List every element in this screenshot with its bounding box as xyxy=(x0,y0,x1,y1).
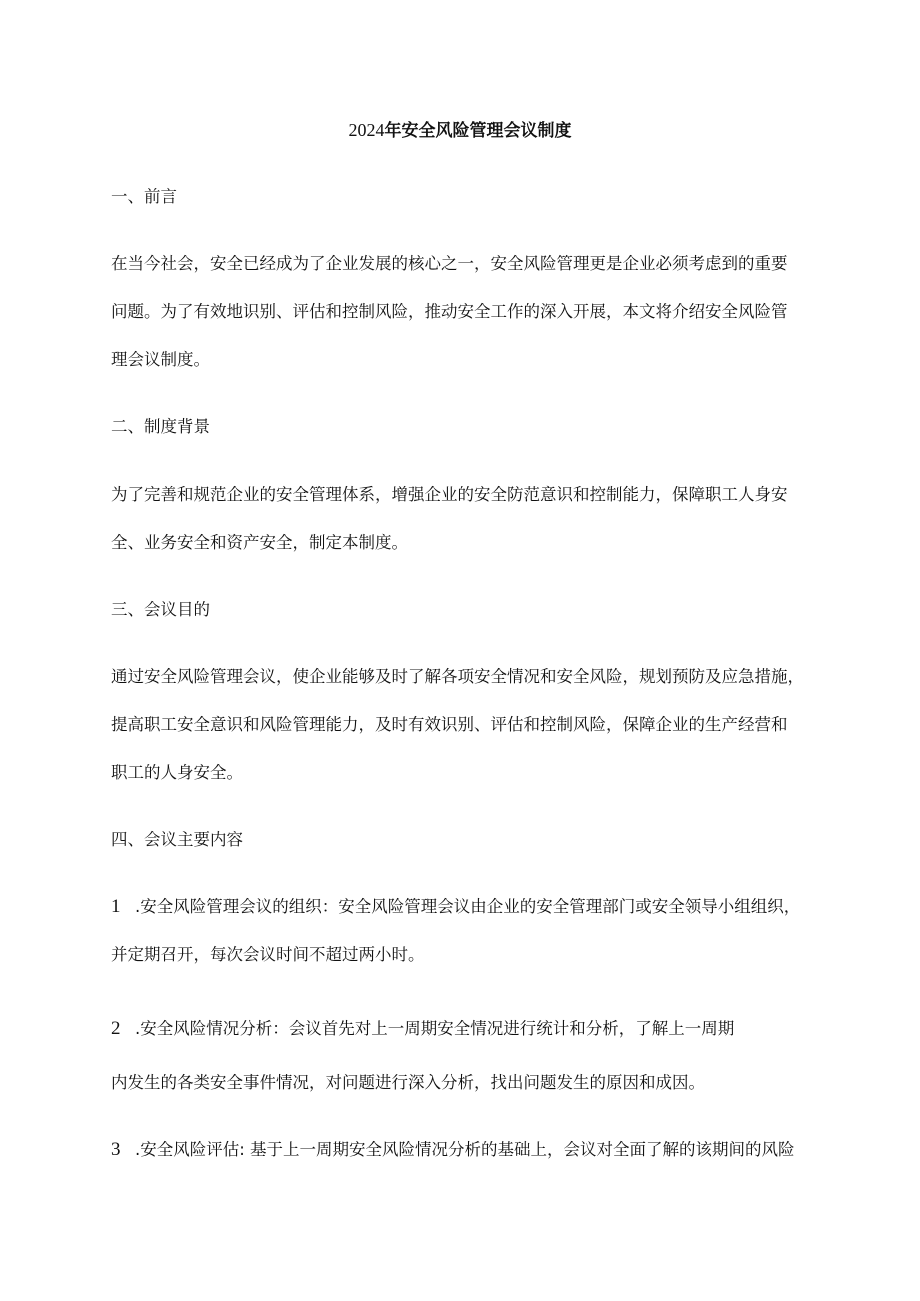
list-item xyxy=(111,893,800,918)
paragraph-line: 全、业务安全和资产安全，制定本制度。 xyxy=(111,533,408,552)
list-item-text: .安全风险评估: 基于上一周期安全风险情况分析的基础上，会议对全面了解的该期间的风险 xyxy=(135,1140,795,1159)
paragraph-line: 理会议制度。 xyxy=(111,350,210,369)
list-item-text: .安全风险情况分析：会议首先对上一周期安全情况进行统计和分析，了解上一周期 xyxy=(135,1019,735,1038)
paragraph-line: 提高职工安全意识和风险管理能力，及时有效识别、评估和控制风险，保障企业的生产经营和 xyxy=(111,715,788,734)
list-item-number: 2 xyxy=(111,1018,121,1039)
paragraph-line: 为了完善和规范企业的安全管理体系，增强企业的安全防范意识和控制能力，保障职工人身安 xyxy=(111,485,788,504)
list-item-text: .安全风险管理会议的组织：安全风险管理会议由企业的安全管理部门或安全领导小组组织， xyxy=(135,897,801,916)
paragraph-line: 通过安全风险管理会议，使企业能够及时了解各项安全情况和安全风险，规划预防及应急措施， xyxy=(111,667,804,686)
list-item-number: 1 xyxy=(111,896,121,917)
section-heading-background: 二、制度背景 xyxy=(111,417,210,436)
paragraph-line: 在当今社会，安全已经成为了企业发展的核心之一，安全风险管理更是企业必须考虑到的重要 xyxy=(111,254,788,273)
list-item xyxy=(111,1015,734,1040)
section-heading-content: 四、会议主要内容 xyxy=(111,830,243,849)
paragraph-line: 问题。为了有效地识别、评估和控制风险，推动安全工作的深入开展，本文将介绍安全风险管 xyxy=(111,302,788,321)
title-year: 2024 xyxy=(348,120,385,140)
paragraph-line: 并定期召开，每次会议时间不超过两小时。 xyxy=(111,945,425,964)
list-item-number: 3 xyxy=(111,1139,121,1160)
paragraph-line: 内发生的各类安全事件情况，对问题进行深入分析，找出问题发生的原因和成因。 xyxy=(111,1073,705,1092)
paragraph-line: 职工的人身安全。 xyxy=(111,763,243,782)
title-text: 年安全风险管理会议制度 xyxy=(384,121,572,141)
section-heading-purpose: 三、会议目的 xyxy=(111,600,210,619)
section-heading-preface: 一、前言 xyxy=(111,187,177,206)
document-title xyxy=(0,116,920,141)
list-item xyxy=(111,1136,795,1161)
